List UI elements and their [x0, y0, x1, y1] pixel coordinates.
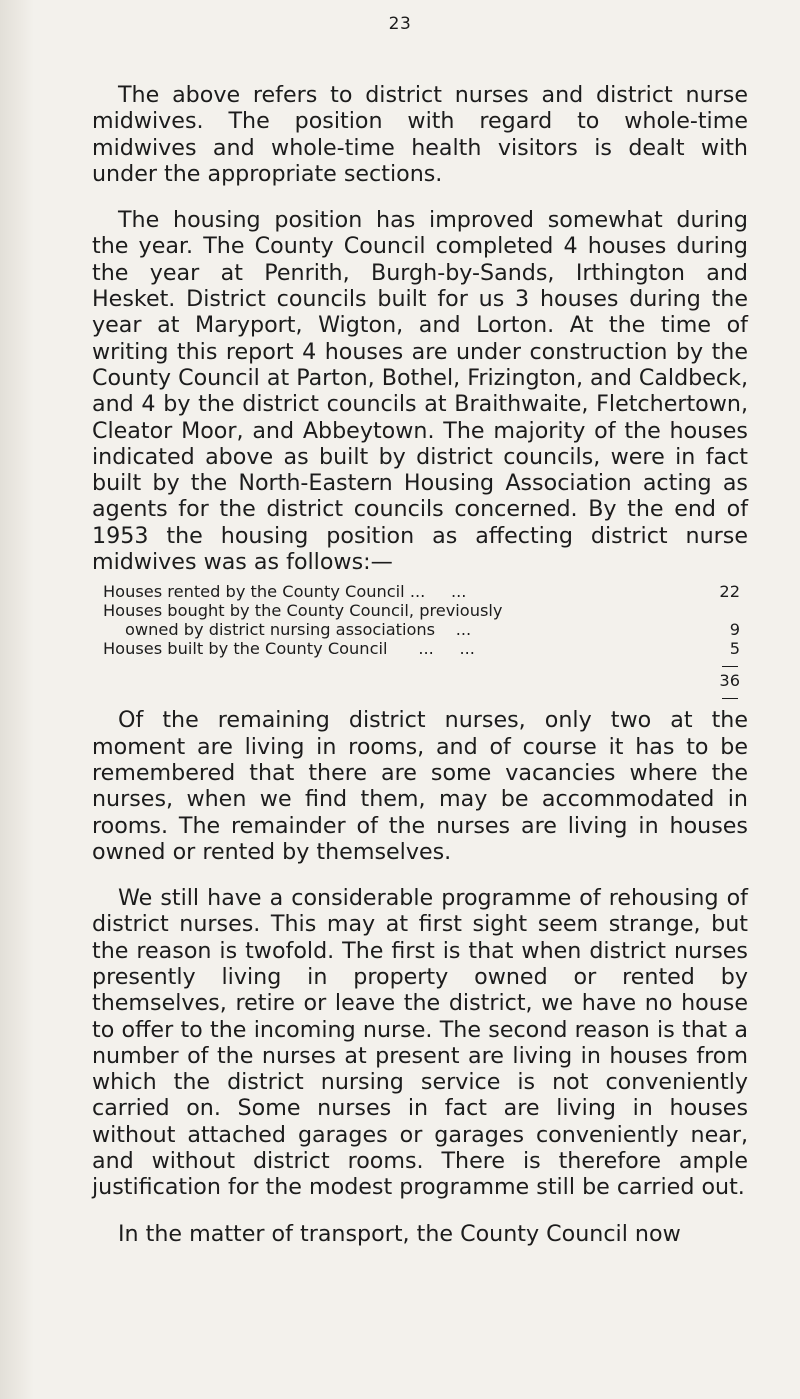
housing-table — [92, 583, 748, 699]
table-row — [92, 640, 748, 659]
table-row — [92, 583, 748, 602]
sum-rule-top — [722, 666, 738, 668]
row-value: 22 — [719, 582, 740, 602]
total-row — [92, 672, 748, 691]
paragraph-4: We still have a considerable programme of rehousing of district nurses. This may at first sight seem strange, but the reason is twofold. The first is that when district nurses presently living in property owned or rented by themselves, retire or leave the district, we have no house to offer to the incoming nurse. The second reason is that a number of the nurses at present are living in houses from which the district nursing service is not conveniently carried on. Some nurses in fact are living in houses without attached garages or garages conveniently near, and without district rooms. There is therefore ample justification for the modest programme still be carried out. — [92, 885, 748, 1201]
page-edge-shadow — [0, 0, 34, 1399]
row-label: owned by district nursing associations ... — [125, 619, 472, 639]
sum-rule-bottom — [722, 698, 738, 700]
table-row — [92, 602, 748, 621]
row-label: Houses rented by the County Council ... ... — [103, 582, 467, 602]
paragraph-3: Of the remaining district nurses, only two at the moment are living in rooms, and of course it has to be remembered that there are some vacancies where the nurses, when we find them, may be accommodated in rooms. The remainder of the nurses are living in houses owned or rented by themselves. — [92, 707, 748, 865]
page-number: 23 — [388, 14, 412, 34]
row-label: Houses built by the County Council ... ... — [103, 638, 475, 658]
row-label: Houses bought by the County Council, previously — [103, 601, 503, 621]
document-body — [92, 82, 748, 1247]
row-value: 9 — [729, 619, 740, 639]
total-value: 36 — [719, 671, 740, 691]
row-value: 5 — [729, 638, 740, 658]
table-row — [92, 621, 748, 640]
paragraph-1: The above refers to district nurses and district nurse midwives. The position with regard to whole-time midwives and whole-time health visitors is dealt with under the appropriate sections. — [92, 82, 748, 187]
paragraph-2: The housing position has improved somewhat during the year. The County Council completed 4 houses during the year at Penrith, Burgh-by-Sands, Irthington and Hesket. District councils built for us 3 houses during the year at Maryport, Wigton, and Lorton. At the time of writing this report 4 houses are under construction by the County Council at Parton, Bothel, Frizington, and Caldbeck, and 4 by the district councils at Braithwaite, Fletchertown, Cleator Moor, and Abbeytown. The majority of the houses indicated above as built by district councils, were in fact built by the North-Eastern Housing Association acting as agents for the district councils concerned. By the end of 1953 the housing position as affecting district nurse midwives was as follows:— — [92, 207, 749, 576]
paragraph-5: In the matter of transport, the County Council now — [118, 1220, 681, 1247]
